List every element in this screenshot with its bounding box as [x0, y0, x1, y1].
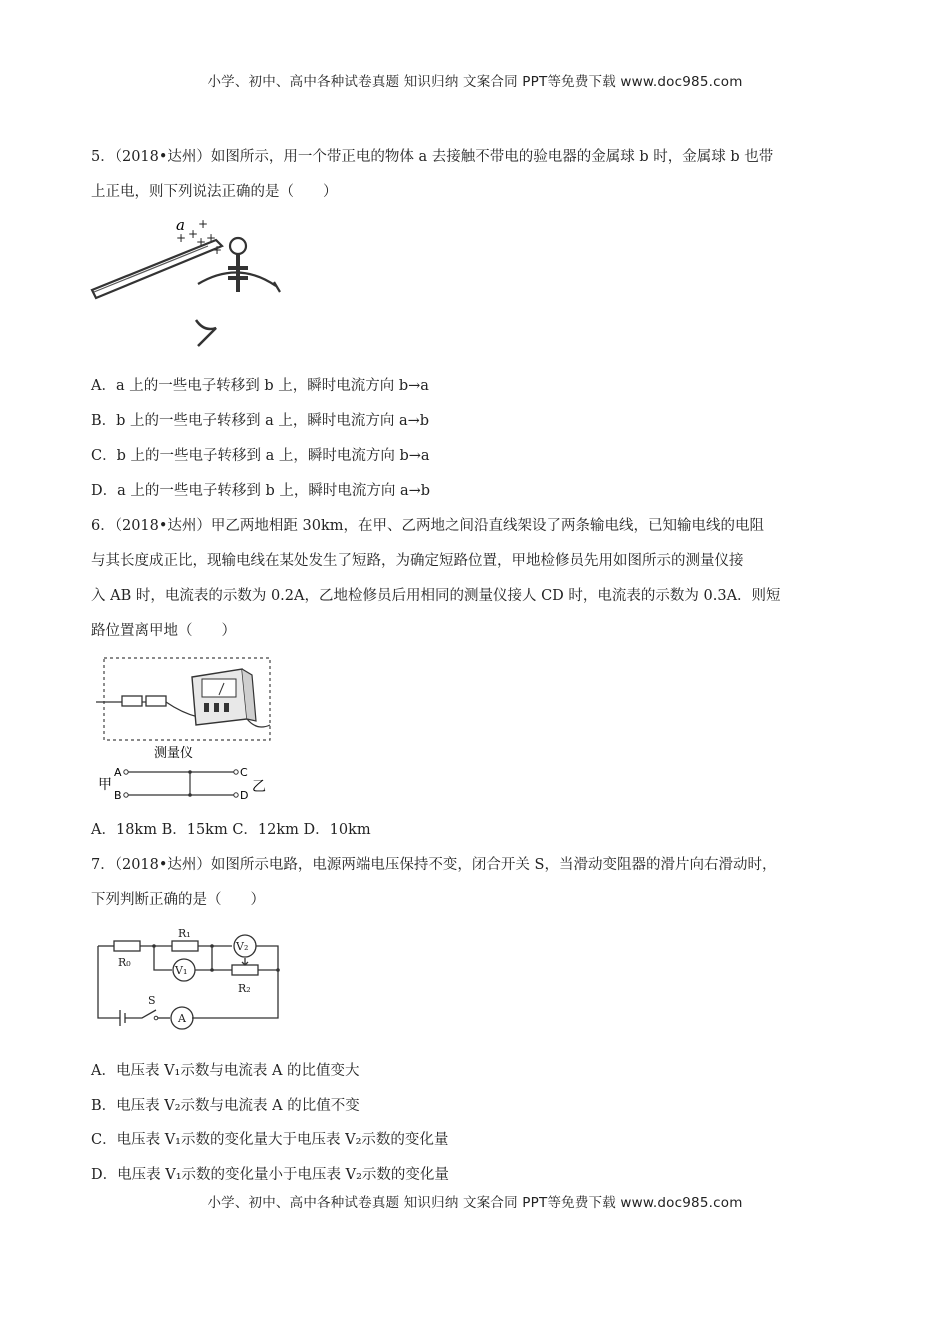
q6-label-a: A: [114, 766, 122, 779]
svg-text:+: +: [176, 231, 187, 245]
q7-label-r1: R₁: [178, 927, 191, 940]
q5-option-a: A．a 上的一些电子转移到 b 上，瞬时电流方向 b→a: [91, 378, 429, 394]
q5-option-c: C．b 上的一些电子转移到 a 上，瞬时电流方向 b→a: [91, 448, 430, 464]
q7-label-r0: R₀: [118, 956, 131, 969]
q7-option-d: D．电压表 V₁示数的变化量小于电压表 V₂示数的变化量: [91, 1167, 449, 1183]
q6-text-line3: 入 AB 时，电流表的示数为 0.2A，乙地检修员后用相同的测量仪接人 CD 时，电流表的示数为 0.3A．则短: [91, 588, 781, 604]
q5-text-line2: 上正电，则下列说法正确的是（ ）: [91, 184, 338, 200]
q7-label-a: A: [178, 1012, 186, 1025]
q5-text-line1: 5．（2018•达州）如图所示，用一个带正电的物体 a 去接触不带电的验电器的金属球 b 时，金属球 b 也带: [91, 149, 774, 165]
svg-text:+: +: [206, 231, 217, 245]
q5-figure-label-a: a: [176, 216, 185, 234]
q6-label-yi: 乙: [252, 779, 266, 795]
q7-label-v1: V₁: [175, 964, 188, 977]
q6-label-b: B: [114, 789, 122, 802]
q7-option-a: A．电压表 V₁示数与电流表 A 的比值变大: [91, 1063, 360, 1079]
q7-text-line1: 7．（2018•达州）如图所示电路，电源两端电压保持不变，闭合开关 S，当滑动变阻器的滑片向右滑动时，: [91, 857, 777, 873]
svg-text:+: +: [212, 243, 223, 257]
q6-measurement-figure: [92, 655, 282, 805]
q7-label-v2: V₂: [236, 940, 249, 953]
q6-label-c: C: [240, 766, 248, 779]
q7-label-r2: R₂: [238, 982, 251, 995]
svg-text:+: +: [198, 217, 209, 231]
page-header: 小学、初中、高中各种试卷真题 知识归纳 文案合同 PPT等免费下载 www.doc985.com: [207, 74, 743, 90]
q6-label-jia: 甲: [98, 777, 112, 793]
q7-option-b: B．电压表 V₂示数与电流表 A 的比值不变: [91, 1098, 360, 1114]
q7-circuit-figure: [92, 922, 292, 1034]
q6-text-line1: 6．（2018•达州）甲乙两地相距 30km，在甲、乙两地之间沿直线架设了两条输电线，已知输电线的电阻: [91, 518, 765, 534]
q6-options: A．18km B．15km C．12km D．10km: [91, 822, 371, 838]
q6-instrument-label: 测量仪: [154, 746, 194, 761]
q7-text-line2: 下列判断正确的是（ ）: [91, 892, 265, 908]
q6-text-line4: 路位置离甲地（ ）: [91, 623, 236, 639]
q5-option-b: B．b 上的一些电子转移到 a 上，瞬时电流方向 a→b: [91, 413, 430, 429]
q7-label-s: S: [148, 994, 156, 1007]
q6-text-line2: 与其长度成正比，现输电线在某处发生了短路，为确定短路位置，甲地检修员先用如图所示的测量仪接: [91, 553, 744, 569]
page-footer: 小学、初中、高中各种试卷真题 知识归纳 文案合同 PPT等免费下载 www.doc985.com: [207, 1195, 743, 1211]
svg-text:+: +: [188, 227, 199, 241]
q6-label-d: D: [240, 789, 249, 802]
svg-text:+: +: [196, 235, 207, 249]
q7-option-c: C．电压表 V₁示数的变化量大于电压表 V₂示数的变化量: [91, 1132, 449, 1148]
q5-electroscope-figure: [88, 212, 288, 357]
q5-option-d: D．a 上的一些电子转移到 b 上，瞬时电流方向 a→b: [91, 483, 431, 499]
